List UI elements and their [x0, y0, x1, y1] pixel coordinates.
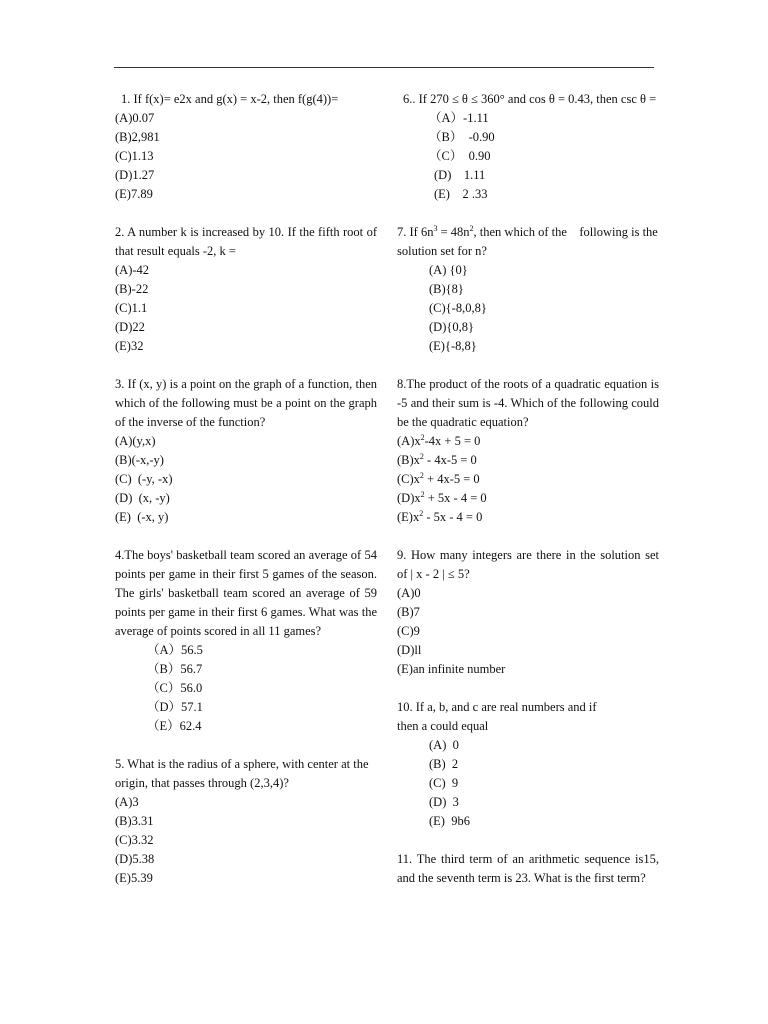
question-3 [115, 375, 377, 527]
option-8c-post: + 4x-5 = 0 [423, 472, 480, 486]
option-4a: （A）56.5 [147, 643, 203, 657]
option-1c: (C)1.13 [115, 149, 154, 163]
question-9 [397, 546, 659, 679]
option-2b: (B)-22 [115, 282, 149, 296]
option-5a: (A)3 [115, 795, 139, 809]
option-6e: (E) 2 .33 [434, 187, 488, 201]
question-8-stem: 8.The product of the roots of a quadratic equation is -5 and their sum is -4. Which of the following could be the quadratic equation? [397, 377, 659, 429]
option-9c: (C)9 [397, 624, 420, 638]
question-7 [397, 223, 659, 356]
option-7d: (D){0,8} [429, 320, 474, 334]
option-8c [397, 470, 659, 489]
option-2e: (E)32 [115, 339, 144, 353]
option-6a: （A）-1.11 [429, 111, 489, 125]
option-7a: (A) {0} [429, 263, 468, 277]
option-8e-pre: (E)x [397, 510, 420, 524]
question-9-stem: 9. How many integers are there in the solution set of | x - 2 | ≤ 5? [397, 548, 659, 581]
option-2d: (D)22 [115, 320, 145, 334]
option-10e: (E) 9b6 [429, 814, 470, 828]
question-4-stem: 4.The boys' basketball team scored an average of 54 points per game in their first 5 games of the season. The girls' basketball team scored an average of 59 points per game in their first 6 games. What was the average of points scored in all 11 games? [115, 548, 377, 638]
question-7-sup-b: 2 [469, 223, 474, 233]
option-4c: （C）56.0 [147, 681, 203, 695]
option-10a: (A) 0 [429, 738, 459, 752]
option-4e: （E）62.4 [147, 719, 202, 733]
option-1a: (A)0.07 [115, 111, 155, 125]
option-5e: (E)5.39 [115, 871, 153, 885]
question-4 [115, 546, 377, 736]
option-9d: (D)ll [397, 643, 422, 657]
question-5 [115, 755, 377, 888]
question-6-stem: 6.. If 270 ≤ θ ≤ 360° and cos θ = 0.43, then csc θ = [403, 92, 657, 106]
option-8b [397, 451, 659, 470]
question-1 [115, 90, 377, 204]
right-column [397, 90, 659, 907]
option-8e-sup: 2 [419, 508, 424, 518]
option-9e: (E)an infinite number [397, 662, 506, 676]
option-4d: （D）57.1 [147, 700, 203, 714]
option-3a: (A)(y,x) [115, 434, 156, 448]
option-5b: (B)3.31 [115, 814, 154, 828]
option-7c: (C){-8,0,8} [429, 301, 487, 315]
option-2c: (C)1.1 [115, 301, 148, 315]
option-3d: (D) (x, -y) [115, 491, 170, 505]
option-8d-pre: (D)x [397, 491, 421, 505]
option-7e: (E){-8,8} [429, 339, 477, 353]
option-6b: （B） -0.90 [429, 130, 495, 144]
option-1d: (D)1.27 [115, 168, 155, 182]
question-3-stem: 3. If (x, y) is a point on the graph of a function, then which of the following must be a point on the graph of the inverse of the function? [115, 377, 377, 429]
option-6d: (D) 1.11 [434, 168, 486, 182]
option-3e: (E) (-x, y) [115, 510, 169, 524]
question-8 [397, 375, 659, 527]
question-7-sup-a: 3 [433, 223, 438, 233]
left-column [115, 90, 377, 907]
option-9a: (A)0 [397, 586, 421, 600]
option-10c: (C) 9 [429, 776, 459, 790]
option-1b: (B)2,981 [115, 130, 160, 144]
option-6c: （C） 0.90 [429, 149, 491, 163]
option-4b: （B）56.7 [147, 662, 203, 676]
question-6 [397, 90, 659, 204]
option-5c: (C)3.32 [115, 833, 154, 847]
option-10b: (B) 2 [429, 757, 459, 771]
question-7-stem-b: = 48n [437, 225, 470, 239]
question-2-stem: 2. A number k is increased by 10. If the fifth root of that result equals -2, k = [115, 225, 377, 258]
option-5d: (D)5.38 [115, 852, 155, 866]
option-8d-sup: 2 [420, 489, 425, 499]
question-10-stem-line-1: 10. If a, b, and c are real numbers and if [397, 700, 597, 714]
option-2a: (A)-42 [115, 263, 150, 277]
option-8e [397, 508, 659, 527]
option-8c-sup: 2 [419, 470, 424, 480]
option-8b-pre: (B)x [397, 453, 420, 467]
question-7-stem-c: , then which of the following is the solution set for n? [397, 225, 661, 258]
option-10d: (D) 3 [429, 795, 459, 809]
option-8b-post: - 4x-5 = 0 [423, 453, 477, 467]
question-7-stem-a: 7. If 6n [397, 225, 434, 239]
question-2 [115, 223, 377, 356]
option-9b: (B)7 [397, 605, 420, 619]
option-7b: (B){8} [429, 282, 464, 296]
option-8c-pre: (C)x [397, 472, 420, 486]
option-8a [397, 432, 659, 451]
option-8a-post: -4x + 5 = 0 [424, 434, 481, 448]
header-rule [114, 67, 654, 68]
option-8b-sup: 2 [419, 451, 424, 461]
option-3b: (B)(-x,-y) [115, 453, 164, 467]
question-11 [397, 850, 659, 888]
option-8a-sup: 2 [420, 432, 425, 442]
option-8e-post: - 5x - 4 = 0 [423, 510, 483, 524]
question-10-stem-line-2: then a could equal [397, 719, 489, 733]
option-8a-pre: (A)x [397, 434, 421, 448]
question-10 [397, 698, 659, 831]
question-7-stem [397, 223, 659, 261]
option-8d [397, 489, 659, 508]
question-11-stem: 11. The third term of an arithmetic sequence is15, and the seventh term is 23. What is the first term? [397, 852, 659, 885]
question-1-stem: 1. If f(x)= e2x and g(x) = x-2, then f(g(4))= [121, 92, 339, 106]
option-8d-post: + 5x - 4 = 0 [424, 491, 487, 505]
option-3c: (C) (-y, -x) [115, 472, 173, 486]
question-5-stem: 5. What is the radius of a sphere, with center at the origin, that passes through (2,3,4)? [115, 757, 369, 790]
option-1e: (E)7.89 [115, 187, 153, 201]
